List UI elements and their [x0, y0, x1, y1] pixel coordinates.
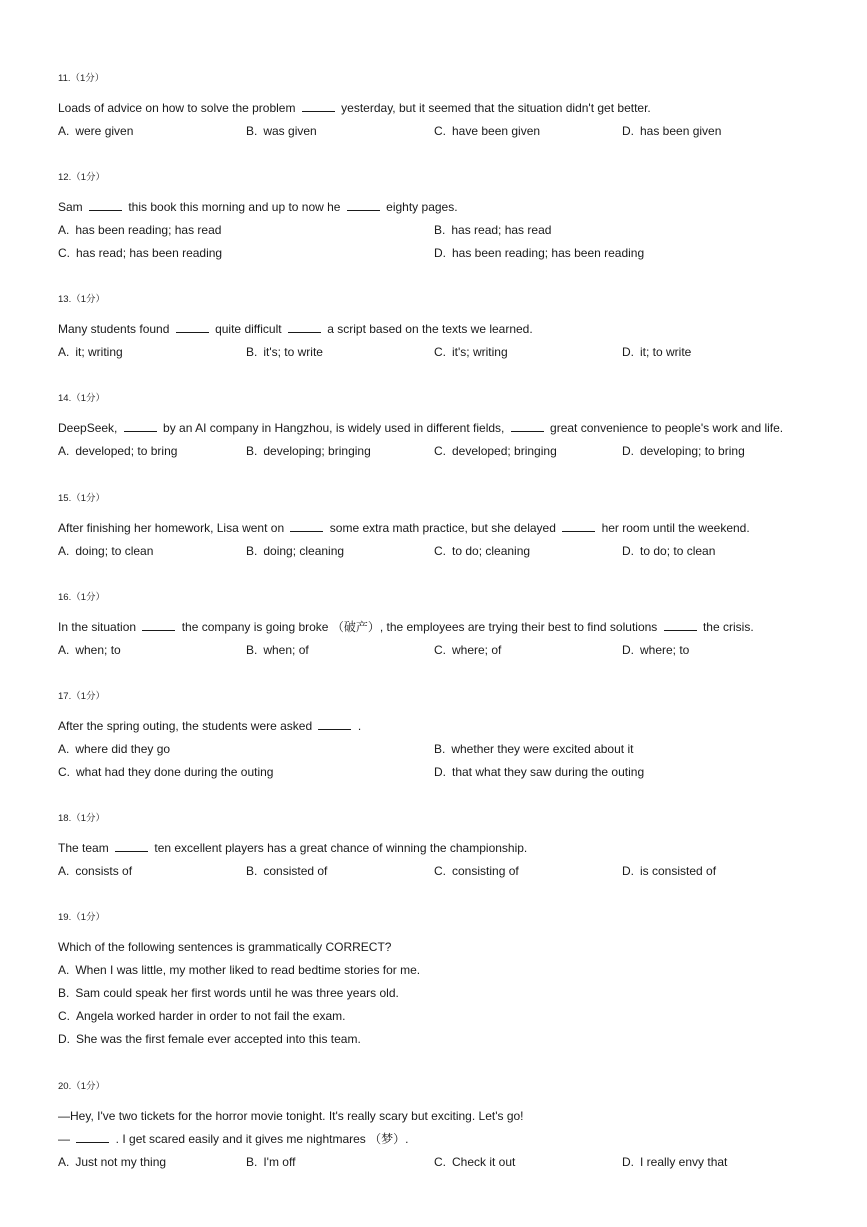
- option-text: She was the first female ever accepted into this team.: [76, 1032, 361, 1046]
- option-label: C.: [58, 1009, 70, 1023]
- option-text: developed; to bring: [75, 444, 178, 458]
- stem-text: Loads of advice on how to solve the problem: [58, 101, 299, 115]
- question-block: [58, 492, 818, 563]
- option-a[interactable]: [58, 959, 420, 982]
- option-text: whether they were excited about it: [451, 742, 634, 756]
- question-stem: [58, 939, 818, 956]
- question-number: 20.（1分）: [58, 1081, 105, 1092]
- options-row: [58, 1005, 818, 1028]
- option-a[interactable]: [58, 540, 153, 563]
- option-label: C.: [434, 643, 446, 657]
- option-text: has been reading; has been reading: [452, 246, 645, 260]
- option-text: Angela worked harder in order to not fail the exam.: [76, 1009, 346, 1023]
- option-text: were given: [75, 124, 134, 138]
- stem-text: . I get scared easily and it gives me nightmares （梦）.: [112, 1132, 409, 1146]
- option-label: D.: [434, 246, 446, 260]
- option-c[interactable]: [434, 639, 501, 662]
- option-label: A.: [58, 223, 70, 237]
- question-block: [58, 392, 818, 463]
- option-text: Just not my thing: [75, 1155, 167, 1169]
- stem-text: —Hey, I've two tickets for the horror movie tonight. It's really scary but exciting. Let's go!: [58, 1109, 524, 1123]
- stem-text: In the situation: [58, 620, 140, 634]
- option-text: to do; to clean: [640, 544, 716, 558]
- option-text: I really envy that: [640, 1155, 728, 1169]
- stem-text: yesterday, but it seemed that the situation didn't get better.: [337, 101, 651, 115]
- stem-text: After the spring outing, the students were asked: [58, 719, 316, 733]
- question-stem: [58, 520, 818, 537]
- option-label: C.: [434, 544, 446, 558]
- option-label: B.: [246, 124, 258, 138]
- answer-blank: [302, 100, 335, 112]
- option-label: A.: [58, 963, 70, 977]
- options-row: [58, 1151, 818, 1174]
- option-d[interactable]: [622, 639, 689, 662]
- stem-text: —: [58, 1132, 74, 1146]
- stem-text: the crisis.: [699, 620, 754, 634]
- option-d[interactable]: [434, 761, 644, 784]
- options-row: [58, 242, 818, 265]
- options-row: [58, 738, 818, 761]
- option-label: D.: [622, 345, 634, 359]
- options-row: [58, 219, 818, 242]
- stem-text: her room until the weekend.: [598, 521, 750, 535]
- option-c[interactable]: [58, 1005, 345, 1028]
- stem-text: by an AI company in Hangzhou, is widely used in different fields,: [159, 421, 508, 435]
- question-block: [58, 293, 818, 364]
- question-stem: [58, 199, 818, 216]
- option-label: A.: [58, 643, 70, 657]
- option-d[interactable]: [622, 440, 745, 463]
- option-a[interactable]: [58, 1151, 166, 1174]
- option-text: has read; has read: [451, 223, 552, 237]
- option-label: C.: [58, 246, 70, 260]
- option-c[interactable]: [434, 540, 530, 563]
- question-number: 18.（1分）: [58, 813, 105, 824]
- stem-text: The team: [58, 841, 113, 855]
- stem-text: Which of the following sentences is grammatically CORRECT?: [58, 940, 392, 954]
- option-text: has been reading; has read: [75, 223, 222, 237]
- option-label: C.: [434, 124, 446, 138]
- question-stem: [58, 840, 818, 857]
- option-label: A.: [58, 544, 70, 558]
- option-text: what had they done during the outing: [76, 765, 274, 779]
- option-label: D.: [58, 1032, 70, 1046]
- option-label: A.: [58, 742, 70, 756]
- question-stem: [58, 420, 818, 437]
- option-b[interactable]: [246, 540, 344, 563]
- answer-blank: [142, 619, 175, 631]
- stem-text: ten excellent players has a great chance of winning the championship.: [151, 841, 528, 855]
- option-label: D.: [622, 1155, 634, 1169]
- option-text: developing; to bring: [640, 444, 745, 458]
- option-label: A.: [58, 864, 70, 878]
- question-number: 19.（1分）: [58, 912, 105, 923]
- option-text: consists of: [75, 864, 133, 878]
- option-text: consisted of: [263, 864, 328, 878]
- answer-blank: [347, 199, 380, 211]
- options-row: [58, 341, 818, 364]
- option-d[interactable]: [622, 341, 691, 364]
- options-row: [58, 761, 818, 784]
- option-label: D.: [622, 544, 634, 558]
- stem-text: quite difficult: [211, 322, 285, 336]
- option-a[interactable]: [58, 639, 121, 662]
- question-stem: [58, 1108, 818, 1125]
- stem-text: .: [354, 719, 362, 733]
- answer-blank: [115, 840, 148, 852]
- question-block: [58, 171, 818, 265]
- option-text: where; of: [452, 643, 502, 657]
- options-row: [58, 440, 818, 463]
- option-label: B.: [246, 544, 258, 558]
- answer-blank: [664, 619, 697, 631]
- question-stem: [58, 100, 818, 117]
- option-a[interactable]: [58, 860, 132, 883]
- stem-text: the company is going broke （破产）, the employees are trying their best to find solutions: [178, 620, 661, 634]
- option-a[interactable]: [58, 738, 170, 761]
- option-text: it; writing: [75, 345, 123, 359]
- question-block: [58, 591, 818, 662]
- question-number: 12.（1分）: [58, 172, 105, 183]
- option-text: where; to: [640, 643, 690, 657]
- option-d[interactable]: [622, 860, 716, 883]
- option-c[interactable]: [58, 761, 273, 784]
- question-block: [58, 72, 818, 143]
- option-d[interactable]: [434, 242, 644, 265]
- option-d[interactable]: [622, 1151, 727, 1174]
- option-label: B.: [434, 223, 446, 237]
- question-stem: [58, 718, 818, 735]
- answer-blank: [288, 321, 321, 333]
- stem-text: some extra math practice, but she delayed: [326, 521, 560, 535]
- stem-text: this book this morning and up to now he: [125, 200, 344, 214]
- question-block: [58, 812, 818, 883]
- option-label: D.: [434, 765, 446, 779]
- answer-blank: [124, 420, 157, 432]
- option-text: doing; to clean: [75, 544, 154, 558]
- option-text: is consisted of: [640, 864, 717, 878]
- option-label: A.: [58, 1155, 70, 1169]
- option-c[interactable]: [434, 860, 519, 883]
- option-label: A.: [58, 124, 70, 138]
- option-a[interactable]: [58, 219, 221, 242]
- answer-blank: [89, 199, 122, 211]
- option-label: A.: [58, 444, 70, 458]
- option-d[interactable]: [622, 540, 715, 563]
- option-label: B.: [246, 864, 258, 878]
- question-stem-line2: [58, 1131, 818, 1148]
- option-text: when; to: [75, 643, 121, 657]
- option-label: D.: [622, 444, 634, 458]
- options-row: [58, 959, 818, 982]
- option-text: have been given: [452, 124, 541, 138]
- options-row: [58, 982, 818, 1005]
- option-label: D.: [622, 864, 634, 878]
- option-label: B.: [58, 986, 70, 1000]
- option-text: has read; has been reading: [76, 246, 223, 260]
- option-text: developing; bringing: [263, 444, 371, 458]
- option-b[interactable]: [246, 341, 323, 364]
- question-number: 11.（1分）: [58, 73, 105, 84]
- option-b[interactable]: [246, 440, 371, 463]
- option-label: D.: [622, 124, 634, 138]
- option-text: consisting of: [452, 864, 519, 878]
- question-number: 13.（1分）: [58, 294, 105, 305]
- option-c[interactable]: [434, 440, 557, 463]
- option-text: that what they saw during the outing: [452, 765, 645, 779]
- option-b[interactable]: [246, 860, 327, 883]
- option-text: it's; writing: [452, 345, 508, 359]
- option-b[interactable]: [434, 219, 551, 242]
- option-a[interactable]: [58, 120, 133, 143]
- answer-blank: [176, 321, 209, 333]
- option-b[interactable]: [434, 738, 633, 761]
- option-b[interactable]: [246, 639, 309, 662]
- stem-text: Many students found: [58, 322, 173, 336]
- option-label: B.: [246, 1155, 258, 1169]
- option-text: doing; cleaning: [263, 544, 345, 558]
- options-row: [58, 860, 818, 883]
- stem-text: great convenience to people's work and life.: [546, 421, 784, 435]
- option-label: D.: [622, 643, 634, 657]
- option-text: where did they go: [75, 742, 171, 756]
- question-block: [58, 690, 818, 784]
- option-text: developed; bringing: [452, 444, 557, 458]
- option-c[interactable]: [58, 242, 222, 265]
- option-text: was given: [263, 124, 317, 138]
- option-label: B.: [246, 345, 258, 359]
- option-a[interactable]: [58, 440, 177, 463]
- question-number: 14.（1分）: [58, 393, 105, 404]
- stem-text: After finishing her homework, Lisa went on: [58, 521, 288, 535]
- question-block: [58, 911, 818, 1051]
- question-stem: [58, 619, 818, 636]
- option-text: Sam could speak her first words until he was three years old.: [75, 986, 399, 1000]
- answer-blank: [318, 718, 351, 730]
- stem-text: a script based on the texts we learned.: [323, 322, 533, 336]
- option-d[interactable]: [58, 1028, 361, 1051]
- options-row: [58, 540, 818, 563]
- option-label: B.: [246, 444, 258, 458]
- option-text: to do; cleaning: [452, 544, 531, 558]
- question-block: [58, 1080, 818, 1174]
- option-text: it; to write: [640, 345, 692, 359]
- options-row: [58, 639, 818, 662]
- option-a[interactable]: [58, 341, 123, 364]
- question-number: 16.（1分）: [58, 592, 105, 603]
- option-label: C.: [58, 765, 70, 779]
- stem-text: DeepSeek,: [58, 421, 121, 435]
- option-text: I'm off: [263, 1155, 296, 1169]
- option-text: has been given: [640, 124, 722, 138]
- option-label: C.: [434, 864, 446, 878]
- options-row: [58, 120, 818, 143]
- question-stem: [58, 321, 818, 338]
- option-b[interactable]: [246, 1151, 295, 1174]
- option-text: When I was little, my mother liked to read bedtime stories for me.: [75, 963, 421, 977]
- stem-text: eighty pages.: [382, 200, 458, 214]
- answer-blank: [290, 520, 323, 532]
- option-c[interactable]: [434, 341, 508, 364]
- question-number: 15.（1分）: [58, 493, 105, 504]
- option-b[interactable]: [58, 982, 399, 1005]
- stem-text: Sam: [58, 200, 87, 214]
- option-c[interactable]: [434, 1151, 515, 1174]
- answer-blank: [511, 420, 544, 432]
- option-c[interactable]: [434, 120, 540, 143]
- option-text: Check it out: [452, 1155, 516, 1169]
- option-label: C.: [434, 444, 446, 458]
- option-text: it's; to write: [263, 345, 323, 359]
- answer-blank: [76, 1131, 109, 1143]
- option-d[interactable]: [622, 120, 721, 143]
- answer-blank: [562, 520, 595, 532]
- option-b[interactable]: [246, 120, 317, 143]
- option-label: C.: [434, 1155, 446, 1169]
- option-label: B.: [246, 643, 258, 657]
- options-row: [58, 1028, 818, 1051]
- question-number: 17.（1分）: [58, 691, 105, 702]
- option-label: C.: [434, 345, 446, 359]
- option-label: B.: [434, 742, 446, 756]
- option-text: when; of: [263, 643, 309, 657]
- option-label: A.: [58, 345, 70, 359]
